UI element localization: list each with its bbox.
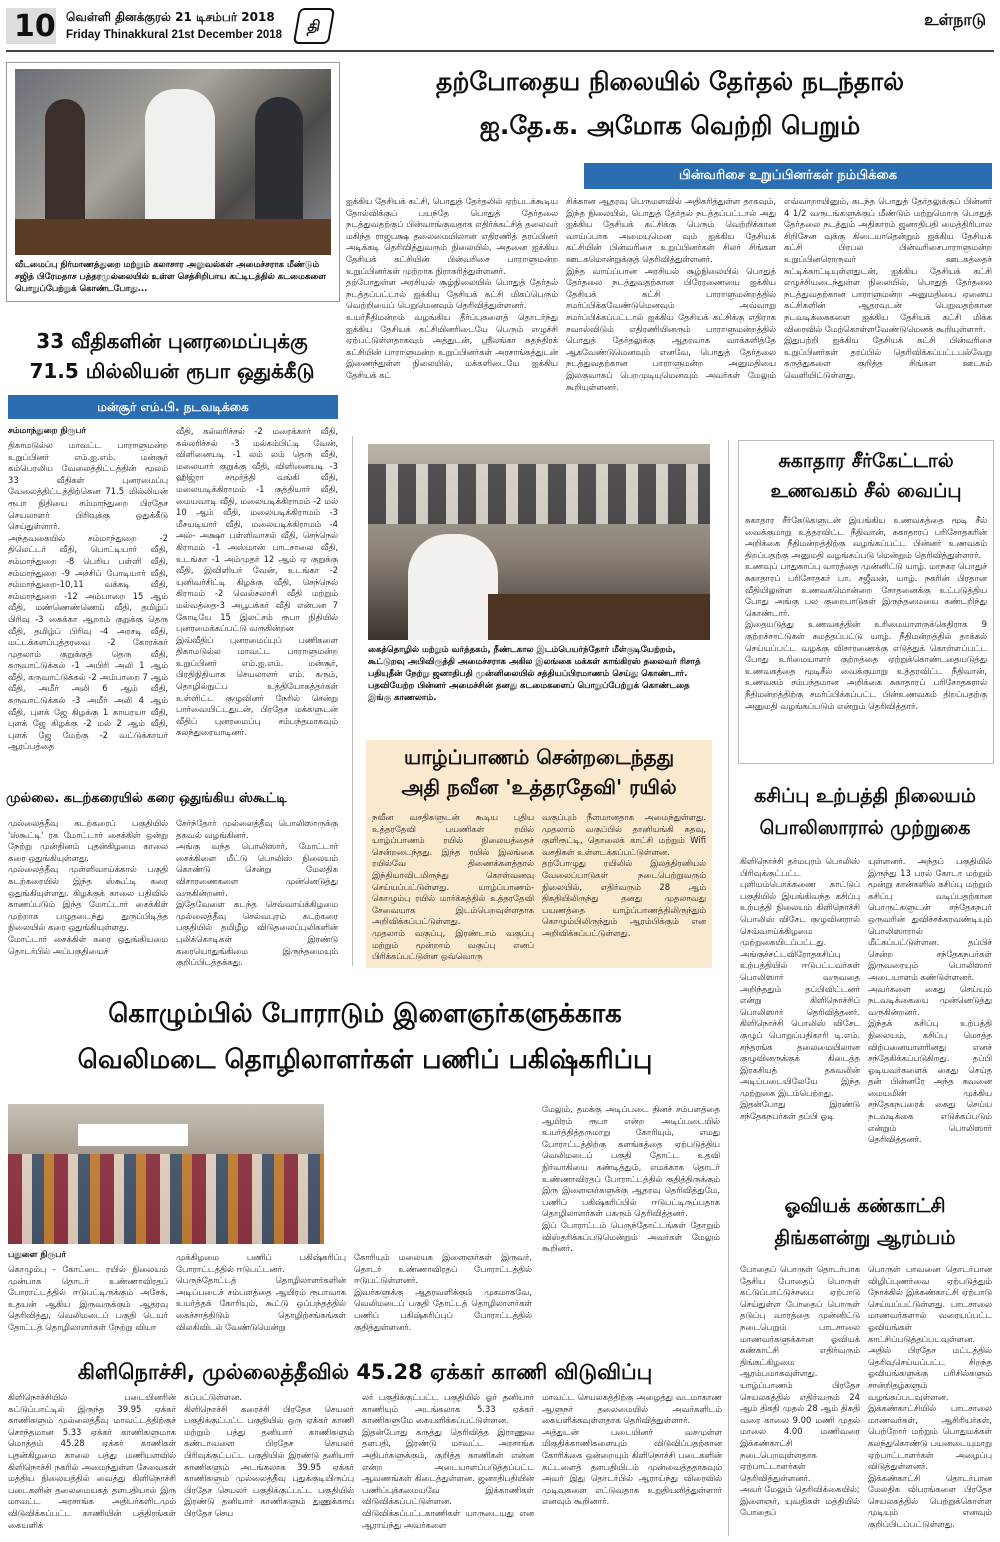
story3-col1: முல்லைத்தீவு கடற்கரைப் பகுதியில் 'ஸ்கூட்டி' ரக மோட்டார் சைக்கிள் ஒன்று நேற்று முன்தினம் புதன்கிழமை காலை கரை ஒதுங்கியுள்ளது. முல்லைத்தீவு முள்ளிவாய்க்கால் பகுதி கடற்கரையில் இந்த ஸ்கூட்டி கரை ஒதுங்கியுள்ளது. கிழக்குக் காலை பதிவில் காணப்படும் இந்த மோட்டார் சைக்கிள் முற்றாக பழுதடைந்து துருப்பிடித்த நிலையில் கரை ஒதுங்கியுள்ளது. மோட்டார் சைக்கிள் கரை ஒதுங்கியமை தொடர்பில் அப்பகுதியைச் — [8, 818, 168, 956]
story5-headline-2: உணவகம் சீல் வைப்பு — [770, 480, 962, 502]
story9-headline: கிளிநொச்சி, முல்லைத்தீவில் 45.28 ஏக்கர் காணி விடுவிப்பு — [77, 1360, 653, 1384]
column-rule — [728, 440, 729, 1536]
story2-col2: வீதி, கல்லரிச்சல் -2 மரைக்கார் வீதி, கல்லரிச்சல் -3 மல்கம்பிட்டி வேன், விளினையடி -1 லம் லம் தெரு வீதி, மலையார் குறுக்கு வீதி, விளினையடி -3 ஹிஜ்ரா சமூர்த்தி வங்கி வீதி, மலையடிக்கிராமம் -1 குத்தியார் வீதி, மையவாடி வீதி, மலையடிக்கிராமம் -2 மல் 10 ஆம் வீதி, மலையடிக்கிராமம் -3 மீசயடியார் வீதி, மலையடிக்கிராமம் -4 அல்- அக்ஷா பள்ளிவாசல் வீதி, செந்நெல் கிராமம் -1 அஸ்மான் பாடசாலை வீதி, உடங்கா -1 அம்முதர் 12 ஆம் ஏ குறுக்கு வீதி, இவிளியர் வேன், உடங்கா -2 யுனிவர்சிட்டி கிழக்கு வீதி, செந்நெல் கிராமம் -2 வெல்சலாசி வீதி மற்றும் மல்வத்தை-3 அபூபக்கர் வீதி என்பன 7 கோடியே 15 இலட்சம் ரூபா நிதியில் புனரமைக்கப்பட்டு வருகின்றன இவ்வீதிப் புனரமைப்புப் பணிகளை திகாமடுல்ல மாவட்ட பாராளுமன்ற உறுப்பினர் எம்.ஐ.எம். மன்சூர், பிரதிநிதியாக செயலாளர் எம். கரும், தொழில்நுட்ப உத்தியோகத்தர்கள் உள்ளிட்ட குழுவினர் நேரில் சென்று பார்வையிட்டதுடன், பிரதேச மக்களுடன் வீதிப் புனரமைப்பு சம்பந்தமாகவும் கலந்துரையாடினர். — [176, 426, 338, 738]
story7-headline-2: வெலிமடை தொழிலாளர்கள் பணிப் பகிஷ்கரிப்பு — [77, 1045, 653, 1075]
story7-col3: கோரியும் மலையக இளைஞர்கள் இருவர், தொடர் உண்ணாவிரதப் போராட்டத்தில் ஈடுபட்டுள்ளனர். இவர்களுக்கு ஆதரவளிக்கும் முகமாகவே, வெலிமடைப் பகுதி தோட்டத் தொழிலாளர்கள் பணிப் பகிஷ்கரிப்புப் போராட்டத்தில் குதித்துள்ளனர். — [354, 1252, 532, 1332]
section-name: உள்நாடு — [924, 10, 986, 29]
date-tamil: வெள்ளி தினக்குரல் 21 டிசம்பர் 2018 — [66, 10, 275, 24]
photo-protest — [8, 1104, 324, 1244]
story8-headline-1: ஓவியக் கண்காட்சி — [784, 1195, 946, 1217]
story4-headline-1: யாழ்ப்பாணம் சென்றடைந்தது — [403, 745, 675, 769]
protest-crowd — [8, 1154, 324, 1244]
story1-col3: எவ்வாறாயினும், கடந்த பொதுத் தேர்தலுக்குப் பின்னர் 4 1/2 வருடங்களுக்குப் மீண்டும் மற்றுமொரு பொதுத் தேர்தலை நடத்தும் அதிகாரம் ஜனாதிபதி மைத்திரிபால சிறிசேன வுக்கு கிடையாதென்றும் ஐக்கிய தேசியக் கட்சி பிரபல பின்வரிசைபாராளுமன்ற உறுப்பினரொருவர் ஊடகத்தைச் சுட்டிக்காட்டியுள்ளதுடன், ஐக்கிய தேசியக் கட்சி எழுச்சியடைந்துள்ள நிலையில், பொதுத் தேர்தலை நடத்துவதற்கான பாராளுமன்ற அனுமதியை ஏனைய கட்சிகளின் ஆதரவுடன் பெறுவதற்கான நடவடிக்கைகளை ஐக்கிய தேசியக் கட்சி மிக்க விரைவில் மேற்கொள்ளவேண்டுமெனக் கூறியுள்ளார். இதுபற்றி ஐக்கிய தேசியக் கட்சி பின்வரிசை உறுப்பினர்கள் தரப்பில் தெரிவிக்கப்பட்டபல்வேறு கருத்துகளை குறித்த சிங்கள ஊடகம் வெளியிட்டுள்ளது. — [784, 196, 992, 380]
story2-col1: திகாமடுல்ல மாவட்ட பாராளுமன்ற உறுப்பினர் எம்.ஐ.எம். மன்சூர் கம்பெரலிய வேலைத்திட்டத்தின் மூலம் 33 வீதிகள் புனரமைப்பு வேலைத்திட்டத்திற்கென 71.5 மில்லியன் ரூபா நிதியை சம்மாந்துறை பிரதேச செயலாளர் பிரிவுக்கு ஒதுக்கீடு செய்துள்ளார். அந்தவகையில் சம்மாந்துறை -2 திலெட்டர் வீதி, பொட்டியார் வீதி, சம்மாந்துறை -8 பெரிய பள்ளி வீதி, சம்மாந்துறை -9 அச்சிப் போடியார் வீதி, சம்மாந்துறை-10,11 வக்கடி வீதி, சம்மாந்துறை -12 அம்பாறை 15 ஆம் வீதி, மண்ணெண்ணெய் வீதி, தமிழ்ப் பிரிவு -3 கைக்கா ஆறாம் குறுக்கு தெரு வீதி, தமிழ்ப் பிரிவு -4 அரசடி வீதி, மட்டக்களப்புத்தரவை -2 கோரக்கர் முதலாம் குறுக்குத் தெரு வீதி, கருவாட்டுக்கல் -1 அபிரி அலி 1 ஆம் வீதி, கருவாட்டுக்கல் -2 அம்பாறை 7 ஆம் வீதி, அமீர் அலி 6 ஆம் வீதி, கருவாட்டுக்கல் -3 அமீர் அலி 4 ஆம் வீதி, புளக் ஜே கிழக்கு 1 காயரயா வீதி, புளக் ஜே கிழக்கு -2 மல் 2 ஆம் வீதி, புளக் ஜே மேற்கு -2 வட்டுக்காயர் ஆரப்பத்தை — [8, 440, 168, 752]
page-number: 10 — [14, 9, 56, 44]
story2-headline-1: 33 வீதிகளின் புனரமைப்புக்கு — [36, 329, 308, 353]
photo-crowd — [368, 464, 710, 524]
story5-box — [738, 440, 994, 764]
protest-banner — [78, 1124, 188, 1146]
story1-headline-1: தற்போதைய நிலையில் தேர்தல் நடந்தால் — [436, 67, 904, 96]
thinakkural-logo — [293, 8, 335, 44]
photo-seated-man — [408, 534, 498, 640]
story8-col1: போதைப் பொருள் தொடர்பாக தேசிய போதைப் பொருள் கட்டுப்பாட்டுச்சபை ஏற்பாடு செய்துள்ள போதைப் பொருள் தடுப்பு வாரத்தை முன்னிட்டு நடைபெறும் பாடசாலை மாணவர்களுக்கான ஓவியக் கண்காட்சி எதிர்வரும் திங்கட்கிழமை ஆரம்பமாகவுள்ளது. யாழ்ப்பாணம் பிரதேச செயலகத்தில் எதிர்வரும் 24 ஆம் திகதி முதல் 28 ஆம் திகதி வரை காலை 9.00 மணி முதல் மாலை 4.00 மணிவரை இக்கண்காட்சி நடைபெறவுள்ளதாக ஏற்பாட்டாளர்கள் தெரிவித்துள்ளனர். அவர் மேலும் தெரிவிக்கையில்; இளைஞர், யுவதிகள் மத்தியில் போதைப் — [740, 1264, 860, 1518]
story5-headline-1: சுகாதார சீர்கேட்டால் — [778, 450, 954, 472]
story1-col2: சிக்கான ஆதரவு பெருமளவில் அதிகரித்துள்ள தாகவும், இந்த நிலையில், பொதுத் தேர்தல் நடத்தப்பட்டால் அது ஐக்கிய தேசியக் கட்சிக்கு பெரும் வெற்றிக்கான வாய்ப்பாக அமையுமென வும் ஐக்கிய தேசியக் கட்சியின் பின்வரிசை உறுப்பினர்கள் சிலர் சிங்கள ஊடகமொன்றுக்குத் தெரிவித்துள்ளனர். இந்த வாய்ப்பான அரசியல் சூழ்நிலையில் பொதுத் தேர்தலை நடத்துவதற்கான பிரேரணையை ஐக்கிய தேசியக் கட்சி பாராளுமன்றத்தில் சமர்ப்பிக்கவேண்டுமெனவும் அவ்வாறு சமர்ப்பிக்கப்பட்டால் ஐக்கிய தேசியக் கட்சிக்கு எதிராக சவால்விடும் எதிரணியினரும் பாராளுமன்றத்தில் பொதுத் தேர்தலுக்கு ஆதரவாக வாக்களித்தே ஆகவேண்டுமெனவும் எனவே, பொதுத் தேர்தலை நடத்துவதற்கான பாராளுமன்ற அனுமதியை இலகுவாகப் பெறமுடியுமெனவும் அவர்கள் மேலும் கூறியுள்ளனர். — [566, 196, 776, 392]
column-rule — [352, 436, 353, 966]
photo2-box — [368, 444, 710, 744]
story4-box — [366, 740, 712, 968]
photo-desk — [15, 219, 331, 255]
story1-col1: ஐக்கிய தேசியக் கட்சி, பொதுத் தேர்தலில் ஏற்படக்கூடிய தோல்விக்குப் பயந்தே பொதுத் தேர்தலை நடத்துவதற்குப் பின்வாங்குவதாக எதிர்க்கட்சித் தலைவர் மகிந்த ராஜபக்ஷ தலைமையிலான எதிரணித் தரப்பினர் அடிக்கடி தெரிவித்துவரும் நிலையில், அதனை ஐக்கிய தேசியக் கட்சியின் பின்வரிசை பாராளுமன்ற உறுப்பினர்கள் முற்றாக நிராகரித்துள்ளனர். தற்போதுள்ள அரசியல் சூழ்நிலையில் பொதுத் தேர்தல் நடத்தப்பட்டால் ஐக்கிய தேசியக் கட்சி மிகப்பெரும் வெற்றியைப் பெறுமெனவும் தெரிவித்துள்ளனர். உயர்நீதிமன்றம் வழங்கிய தீர்ப்புகளைத் தொடர்ந்து ஐக்கிய தேசியக் கட்சியினரிடையே பெரும் எழுச்சி ஏற்பட்டுள்ளதாகவும் அத்துடன், ஸ்ரீலங்கா சுதந்திரக் கட்சியின் பாராளுமன்ற உறுப்பினர்கள் அரசாங்கத்துடன் இணைந்துள்ள நிலையில், மக்களிடையே ஐக்கிய தேசியக் கட் — [346, 196, 558, 380]
story1-subhead: பின்வரிசை உறுப்பினர்கள் நம்பிக்கை — [584, 163, 992, 189]
photo-minister-office — [368, 444, 710, 640]
story7-col4: மேலும், தமக்கு அடிப்படை தினச் சம்பளத்தை ஆயிரம் ரூபா என்ற அடிப்படையில் உயர்த்தித்தருமாறு கோரியும், எமது போராட்டத்திற்கு களங்கத்தை ஏற்படுத்திய வெலிமடைப் பகுதி தோட்ட உதவி நிர்வாகியை கண்டித்தும், எமக்காக தொடர் உண்ணாவிரதப் போராட்டத்தில் குதித்திருக்கும் இரு இளைஞர்களுக்கு ஆதரவு தெரிவித்துமே, பணிப் பகிஷ்கரிப்பில் ஈடுபட்டிருப்பதாக தொழிலாளர்கள் பகரும் தெரிவித்தனர். இப் போராட்டம் பெருந்தோட்டங்கள் தோறும் விஸ்தரிக்கப்படுமென்றும் அவர்கள் மேலும் கூறினர். — [542, 1104, 720, 1254]
date-english: Friday Thinakkural 21st December 2018 — [66, 29, 283, 41]
masthead — [0, 0, 1000, 52]
photo1-box — [6, 62, 340, 302]
story6-headline-1: கசிப்பு உற்பத்தி நிலையம் — [754, 785, 976, 807]
masthead-rule — [6, 50, 994, 52]
story4-headline-2: அதி நவீன 'உத்தரதேவி' ரயில் — [401, 775, 677, 799]
story2-byline: சம்மாந்துறை நிருபர் — [8, 426, 87, 436]
story3-col2: சேர்ந்தோர் முல்லைத்தீவு பொலிஸாருக்கு தகவல் வழங்கினர். அங்கு வந்த பொலிஸார், மோட்டார் சைக்கிளை மீட்டு பொலிஸ் நிலையம் கொண்டு சென்று மேலதிக விசாரணைகளை முன்னெடுத்து வருகின்றனர். இதேவேளை கடந்த செவ்வாய்க்கிழமை முல்லைத்தீவு செல்வபுரம் கடற்கரை பகுதியில் தமிழீழ விடுதலைப்புலிகளின் புலிக்கொடிகள் இரண்டு கரையொதுங்கிமை இருந்தமையும் குறிப்பிடத்தக்கது. — [176, 818, 338, 968]
story8-headline-2: திங்களன்று ஆரம்பம் — [774, 1227, 956, 1249]
story7-byline: பதுளை நிருபர் — [8, 1250, 67, 1260]
photo2-caption: கைத்தொழில் மற்றும் வர்த்தகம், நீண்டகால இடம்பெயர்ந்தோர் மீள்குடியேற்றம், கூட்டுறவு அபிவிருத்தி அமைச்சராக அகில இலங்கை மக்கள் காங்கிரஸ் தலைவர் ரிசாத் பதியுதீன் நேற்று ஜனாதிபதி முன்னிலையில் சத்தியப்பிரமாணம் செய்து கொண்டார். பதவியேற்ற பின்னர் அமைச்சின் தனது கடமைகளைப் பொறுப்பேற்றுக் கொண்டதை இங்கு காணலாம். — [368, 645, 701, 703]
story2-subhead: மன்சூர் எம்.பி. நடவடிக்கை — [8, 395, 338, 419]
story6-col2: யுள்ளனர். அந்தப் பகுதியில் இருந்து 13 பரல் கோடா மற்றும் மூன்று கான்களில் கசிப்பு மற்றும் கசிப்பு வடிப்பதற்கான பொருட்களுடன் சந்தேகநபர் ஒருவரின் துவிச்சக்கரவண்டியும் பொலிஸாரால் மீட்கப்பட்டுள்ளன. தப்பிச் சென்ற சந்தேகநபர்கள் இருவரையும் பொலிஸார் அடையாளம் கண்டுள்ளனர். அவர்களை கைது செய்யும் நடவடிக்கையை முன்னெடுத்து வருகின்றனர். இந்தக் கசிப்பு உற்பத்தி நிலையம், கசிப்பு மொத்த விற்பனையாளரினது எனச் சந்தேகிக்கப்படுகிறது. தப்பி ஓடியவர்களைக் கைது செய்த தன் பின்னரே அந்த சுவனை மையமின் முக்கிய சந்தேகநபரைக் கைது செய்ய நடவடிக்கை எடுக்கப்படும் என்றும் பொலிஸார் தெரிவித்தனர். — [868, 856, 992, 1145]
logo-letter: தி — [306, 17, 322, 35]
story9-col1: கிளிநொச்சியில் படையினரின் கட்டுப்பாட்டில் இருந்த 39.95 ஏக்கர் காணிகளும் முல்லைத்தீவு மாவட்டத்திற்குச் சொந்தமான 5.33 ஏக்கர் காணிகளுமாக மொத்தம் 45.28 ஏக்கர் காணிகள் புதன்கிழமை காலை பத்து மணியளவில் கிளிநொச்சி நகரில் அமைந்துள்ள சேவைகள் மத்திய நிலையத்தில் வைத்து கிளிநொச்சி படைகளின் தலைமையகத் தளபதியால் இரு மாவட்ட அரசாங்க அதிபர்களிடமும் விடுவிக்கப்பட்ட காணியின் பத்திரங்கள் கையளிக் — [8, 1392, 176, 1530]
story2-headline-2: 71.5 மில்லியன் ரூபா ஒதுக்கீடு — [29, 359, 315, 383]
story8-col2: பொருள் பாவனை தொடர்பான விழிப்புணர்வை ஏற்படுத்தும் நோக்கில் இக்கண்காட்சி ஏற்பாடு செய்யப்பட்டுள்ளது. பாடசாலை மாணவர்களால் வரையப்பட்ட ஓவியங்கள் காட்சிப்படுத்தப்படவுள்ளன. அதில் பிரதேச மட்டத்தில் தெரிவுசெய்யப்பட்ட சிறந்த ஓவியங்களுக்கு பரிசில்களும் சான்றிதழ்களும் வழங்கப்படவுள்ளன. இக்கண்காட்சியில் பாடசாலை மாணவர்கள், ஆசிரியர்கள், பெற்றோர் மற்றும் பொதுமக்கள் கலந்துகொண்டு பயனடையுமாறு ஏற்பாட்டாளர்கள் அழைப்பு விடுத்துள்ளனர். இக்கண்காட்சி தொடர்பான மேலதிக விபரங்களை பிரதேச செயலகத்தில் பெற்றுக்கொள்ள முடியும் எனவும் குறிப்பிடப்பட்டுள்ளது. — [868, 1264, 992, 1530]
story4-col2: வகுப்பும் நீளமானதாக அமைந்துள்ளது. முதலாம் வகுப்பில் தானியங்கி கதவு, குளிரூட்டி, தொலைக் காட்சி மற்றும் Wifi வசதிகள் உள்ளடக்கப்பட்டுள்ளன. தற்போழுது ரயிலில் இலத்திரனியல் வேலைப்பாடுகள் நடைபெற்றுவரும் நிலையில், எதிர்வரும் 28 ஆம் திகதியிலிருந்து தனது முதலாவது பயணத்தை யாழ்ப்பாணத்திலிருந்தும் கொழும்பிலிருந்தும் ஆரம்பிக்கும் என அறிவிக்கப்பட்டுள்ளது. — [542, 812, 706, 938]
photo1-caption: வீடமைப்பு நிர்மாணத்துறை மற்றும் கலாசார அலுவல்கள் அமைச்சராக மீண்டும் சஜித் பிரேமதாச பத்தரமுல்லையில் உள்ள செத்சிறிபாய கட்டிடத்தில் கடமைகளை பொறுப்பேற்றுக் கொண்டபோது... — [15, 260, 326, 294]
story7-col1: கொழும்பு - கோட்டை ரயில் நிலையம் முன்பாக தொடர் உண்ணாவிரதப் போராட்டத்தில் ஈடுபட்டிருக்கும் அசேக், உதயன் ஆகிய இருவருக்கும் ஆதரவு தெரிவித்து, வெலிமடைப் பகுதி டெயர் தோட்டத் தொழிலாளர்கள் நேற்று வியா — [8, 1264, 168, 1332]
photo-office-desk — [488, 594, 710, 640]
story7-headline-1: கொழும்பில் போராடும் இளைஞர்களுக்காக — [108, 999, 622, 1029]
story4-col1: நவீன வசதிகளுடன் கூடிய புதிய உத்தரதேவி பயணிகள் ரயில் யாழ்ப்பாணம் ரயில் நிலையத்தைச் சென்றடைந்தது. இந்த ரயில் இலங்கை ரயில்வே திணைக்களத்தால் இந்தியாவிடமிருந்து கொள்வனவு செய்யப்பட்டுள்ளது. யாழ்ப்பாணம்-கொழும்பு ரயில் மார்க்கத்தில் உத்தரதேவி சேவையாக இடம்பெறவுள்ளதாக அறிவிக்கப்பட்டுள்ளது. முதலாம் வகுப்பு, இரண்டாம் வகுப்பு மற்றும் மூன்றாம் வகுப்பு எனப் பிரிக்கப்பட்டுள்ள ஒவ்வொரு — [372, 812, 534, 962]
story5-body: சுகாதார சீர்கேடுகளுடன் இயங்கிய உணவகத்தை மூடி சீல் வைக்குமாறு உத்தரவிட்ட நீதிவான், சுகாதாரப் பரிசோதகரின் அறிக்கை நீதிமன்றத்திற்கு வழங்கப்பட்ட பின்னர் உணவகம் திறப்பதற்கு அனுமதி வழங்கப்படு மென்றும் தெரிவித்துள்ளார். உணவுப் பாதுகாப்பு வாரத்தை முன்னிட்டு யாழ். மாநகர பொதுச் சுகாதாரப் பரிசோதகர் பா. சஜீவன், யாழ். நகரின் பிரதான வீதியிலுள்ள உணவகமொன்றை சோதனைக்கு உட்படுத்திய போது அங்கு பல குறைபாடுகள் இருந்தமையை கண்டறிந்து கொண்டார். இதையடுத்து உணவகத்தின் உரிமையாளருக்கெதிராக 9 குற்றச்சாட்டுகள் சுமத்தப்பட்டு யாழ். நீதிமன்றத்தில் தாக்கல் செய்யப்பட்ட வழக்கு விசாரணைக்கு எடுத்துக் கொள்ளப்பட்ட போது உரிமையாளர் குற்றத்தை ஏற்றுக்கொண்டதையடுத்து உணவகத்தை மூடிசீல் வைக்குமாறு உத்தரவிட்ட நீதிவான், உணவகம் சம்பந்தமான அறிக்கை சுகாதாரப் பரிசோதகரால் நீதிமன்றத்திற்கு சமர்ப்பிக்கப்பட்ட பின்உணவகம் திறப்பதற்கு அனுமதி வழங்கப்படும் என்றும் தெரிவித்தார். — [745, 515, 987, 711]
story1-headline-2: ஐ.தே.க. அமோக வெற்றி பெறும் — [479, 111, 861, 140]
story9-col4: மாவட்ட செயலகத்திற்கு அழைத்து வடமாகாண ஆளுநர் தலைமையில் அவர்களிடம் கையளிக்கவுள்ளதாக தெரிவித்துள்ளார். அத்துடன் படையினர் வசமுள்ள மிகுதிக்காணிகளையும் விடுவிப்பதற்கான கோரிக்கை ஒன்றையும் கிளிநொச்சி படைகளின் கட்டளைத் தளபதியிடம் முன்வைத்ததாகவும் அவர் இது தொடர்பில் ஆராய்ந்து விரைவில் முடிவுகளை எட்டுவதாக உறுதியளித்துள்ளார் எனவும் கூறினார். — [542, 1392, 722, 1507]
story3-headline: முல்லை. கடற்கரையில் கரை ஒதுங்கிய ஸ்கூட்டி — [6, 791, 287, 806]
story6-col1: கிளிநொச்சி தர்மபுரம் பொலிஸ் பிரிவுக்குட்பட்ட புளியம்பொக்கணை காட்டுப் பகுதியில் இயங்கிவந்த கசிப்பு உற்பத்தி நிலையம் கிளிநொச்சி பொலிஸ் விசேட குழுவினரால் செவ்வாய்க்கிழமை முற்றுகையிடப்பட்டது. அங்குச்சட்டவிரோதகசிப்பு உற்பத்தியில் ஈடுபட்டவர்கள் பொலிஸார் வருவதை அறிந்ததும் தப்பிவிட்டனர் என்று கிளிநொச்சிப் பொலிஸார் தெரிவித்தனர். கிளிநொச்சி பொலிஸ் விசேட குழுப் பொறுப்பதிகாரி டி.எம். சந்தரங்க தலைமையிலான குழுவினருக்குக் கிடைத்த இரகசியத் தகவலின் அடிப்படையிலேயே இந்த முற்றுகை இடம்பெற்றது. இதன்போது இரண்டு சந்தேகநபர்கள் தப்பி ஓடி — [740, 856, 860, 1122]
story7-col2: முக்கிழமை பணிப் பகிஷ்கரிப்பு போராட்டத்தில் ஈடுபட்டனர். பெருந்தோட்டத் தொழிலாளர்களின் அடிப்படைச் சம்பளத்தை ஆயிரம் ரூபாவாக உயர்த்தக் கோரியும், கூட்டு ஒப்பந்தத்தில் கைச்சாத்திடும் தொழிற்சங்கங்கள் விலகிவிடல் வேண்டுமென்று — [176, 1252, 346, 1332]
story9-col2: கப்பட்டுள்ளன. கிளிநொச்சி கரைச்சி பிரதேச செயலர் பகுதிக்குட்பட்ட பகுதியில் ஒரு ஏக்கர் காணி மற்றும் பத்து தனியார் காணிகளும் கண்டாவளை பிரதேச செயலர் பிரிவுக்குட்பட்ட பகுதியில் இரண்டு தனியார் காணிகளும் அடங்கலாக 39.95 ஏக்கர் காணிகளும் முல்லைத்தீவு புதுக்குடியிருப்பு பிரதேச செயலர் பகுதிக்குட்பட்ட பகுதியில் இரண்டு தனியார் காணிகளும் துணுக்காய் பிரதேச செய — [184, 1392, 354, 1518]
story6-headline-2: பொலிஸாரால் முற்றுகை — [759, 817, 971, 839]
photo-minister-signing — [15, 69, 331, 255]
story9-col3: லர் பகுதிக்குட்பட்ட பகுதியில் ஓர் தனியார் காணியும் அடங்கலாக 5.33 ஏக்கர் காணிகளுமே கையளிக்கப்பட்டுள்ளன. இதன்போது கருத்து தெரிவித்த இராணுவ தளபதி, இரண்டு மாவட்ட அரசாங்க அதிபர்களுக்கும், குறித்த காணிகள் என்ன என்ற அடையாளப்படுத்தப்பட்ட ஆவணங்கள் கிடைத்துள்ளன. ஜனாதிபதியின் பணிப்புக்கமையவே இக்காணிகள் விடுவிக்கப்பட்டுள்ளன. விடுவிக்கப்பட்டகாணிகள் யாருடையது என ஆராய்ந்து அவர்களை — [362, 1392, 534, 1530]
